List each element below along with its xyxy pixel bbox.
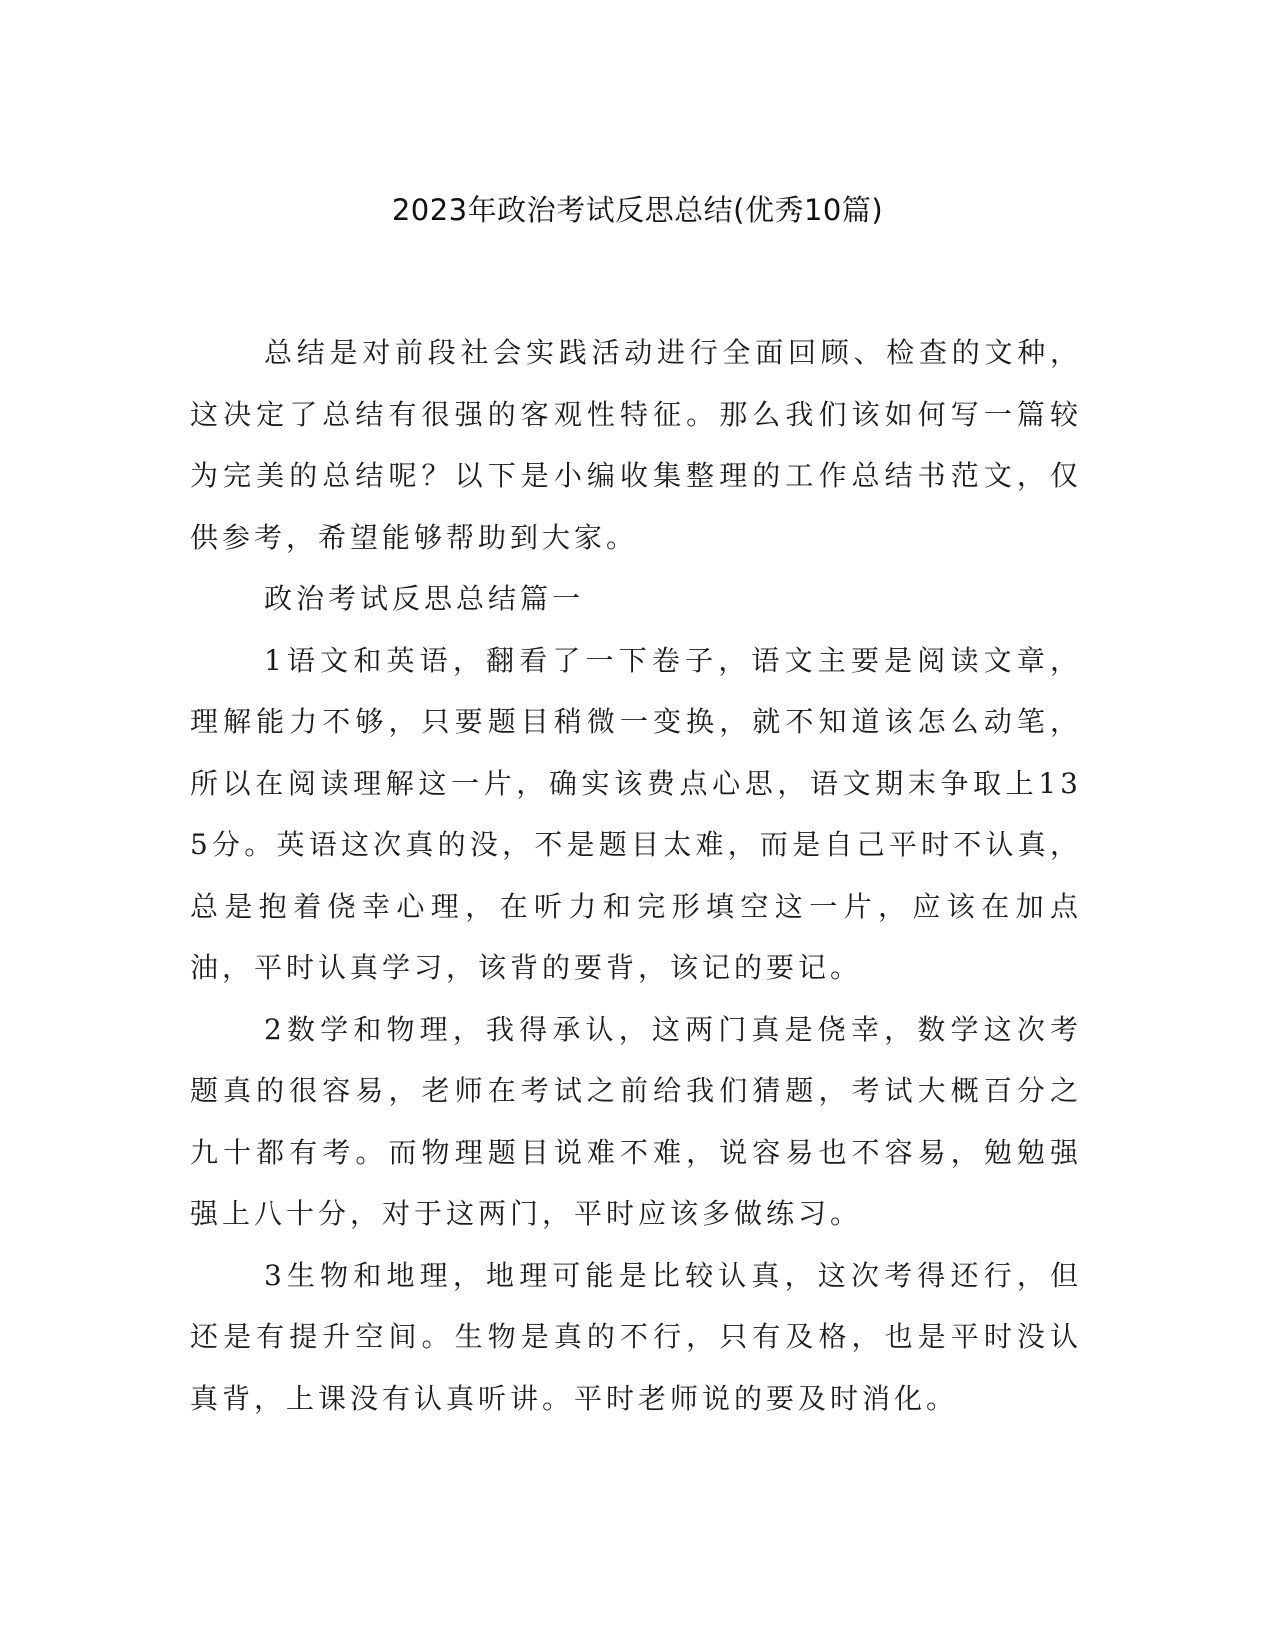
document-body — [190, 322, 1082, 1429]
paragraph-chinese-english: 1语文和英语，翻看了一下卷子，语文主要是阅读文章，理解能力不够，只要题目稍微一变换，就不知道该怎么动笔，所以在阅读理解这一片，确实该费点心思，语文期末争取上135分。英语这次真的没，不是题目太难，而是自己平时不认真，总是抱着侥幸心理，在听力和完形填空这一片，应该在加点油，平时认真学习，该背的要背，该记的要记。 — [190, 643, 1082, 984]
document-title: 2023年政治考试反思总结(优秀10篇) — [391, 193, 884, 227]
intro-paragraph: 总结是对前段社会实践活动进行全面回顾、检查的文种，这决定了总结有很强的客观性特征。那么我们该如何写一篇较为完美的总结呢？以下是小编收集整理的工作总结书范文，仅供参考，希望能够帮助到大家。 — [190, 336, 1082, 554]
paragraph-math-physics: 2数学和物理，我得承认，这两门真是侥幸，数学这次考题真的很容易，老师在考试之前给我们猜题，考试大概百分之九十都有考。而物理题目说难不难，说容易也不容易，勉勉强强上八十分，对于这两门，平时应该多做练习。 — [190, 1012, 1082, 1230]
paragraph-biology-geography: 3生物和地理，地理可能是比较认真，这次考得还行，但还是有提升空间。生物是真的不行，只有及格，也是平时没认真背，上课没有认真听讲。平时老师说的要及时消化。 — [190, 1258, 1082, 1415]
section-heading: 政治考试反思总结篇一 — [264, 582, 585, 615]
